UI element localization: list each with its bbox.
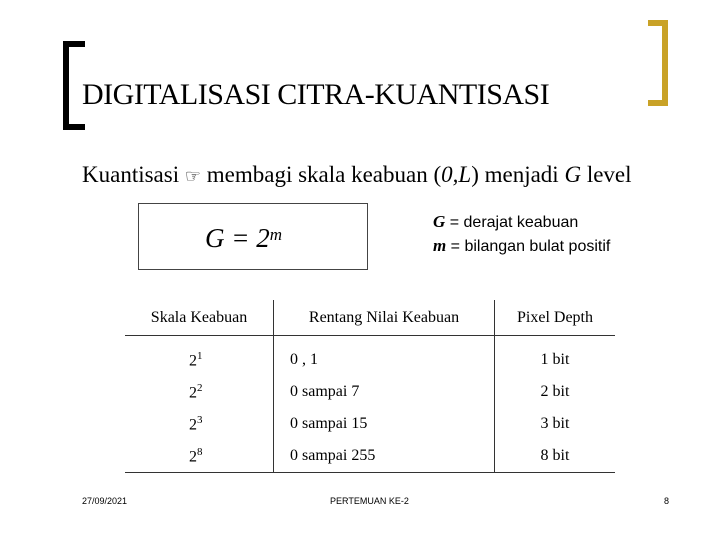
cell-depth: 1 bit — [540, 351, 570, 368]
title-bracket-right — [662, 20, 668, 106]
cell-range: 0 , 1 — [274, 344, 495, 376]
cell-range: 0 sampai 15 — [274, 408, 495, 440]
cell-scale: $2^1$ — [125, 344, 274, 376]
cell-scale: $2^2$ — [125, 376, 274, 408]
intro-g: G — [564, 162, 582, 187]
intro-text-c: level — [581, 162, 632, 187]
note-g — [433, 212, 578, 233]
formula-exponent: m — [269, 225, 282, 244]
cell-depth: 8 bit — [495, 440, 616, 473]
table-row — [125, 440, 615, 473]
cell-scale: $2^3$ — [125, 408, 274, 440]
title-bracket-right-top — [648, 20, 668, 26]
page-number: 8 — [664, 496, 670, 506]
formula-base: G = 2 — [205, 223, 270, 253]
title-bracket-right-bottom — [648, 100, 668, 106]
title-bracket-left-top — [63, 41, 85, 47]
slide-title: DIGITALISASI CITRA-KUANTISASI — [82, 78, 550, 111]
pointing-hand-icon: ☞ — [184, 166, 201, 187]
note-m — [433, 236, 610, 257]
formula — [205, 222, 282, 254]
note-g-text: = derajat keabuan — [445, 214, 579, 231]
title-bracket-left — [63, 41, 69, 130]
note-m-symbol: m — [433, 236, 447, 255]
table-row — [125, 344, 615, 376]
table-header-row — [125, 300, 615, 336]
note-m-text: = bilangan bulat positif — [446, 238, 611, 255]
footer-title: PERTEMUAN KE-2 — [330, 496, 409, 506]
cell-range: 0 sampai 255 — [274, 440, 495, 473]
quantization-table — [125, 300, 615, 473]
intro-lead: Kuantisasi — [82, 162, 180, 187]
header-pixel-depth: Pixel Depth — [495, 300, 616, 336]
title-bracket-left-bottom — [63, 124, 85, 130]
cell-scale: $2^8$ — [125, 440, 274, 473]
cell-depth: 2 bit — [540, 383, 570, 400]
intro-text-b: ) menjadi — [471, 162, 565, 187]
header-skala-keabuan: Skala Keabuan — [125, 300, 274, 336]
cell-range: 0 sampai 7 — [274, 376, 495, 408]
intro-line — [82, 161, 632, 191]
header-rentang-nilai: Rentang Nilai Keabuan — [274, 300, 495, 336]
cell-depth: 3 bit — [540, 415, 570, 432]
table-row — [125, 408, 615, 440]
intro-text-a: membagi skala keabuan ( — [206, 162, 442, 187]
intro-range: 0,L — [441, 162, 472, 187]
note-g-symbol: G — [433, 212, 446, 231]
table-row — [125, 376, 615, 408]
footer-date: 27/09/2021 — [82, 496, 128, 506]
